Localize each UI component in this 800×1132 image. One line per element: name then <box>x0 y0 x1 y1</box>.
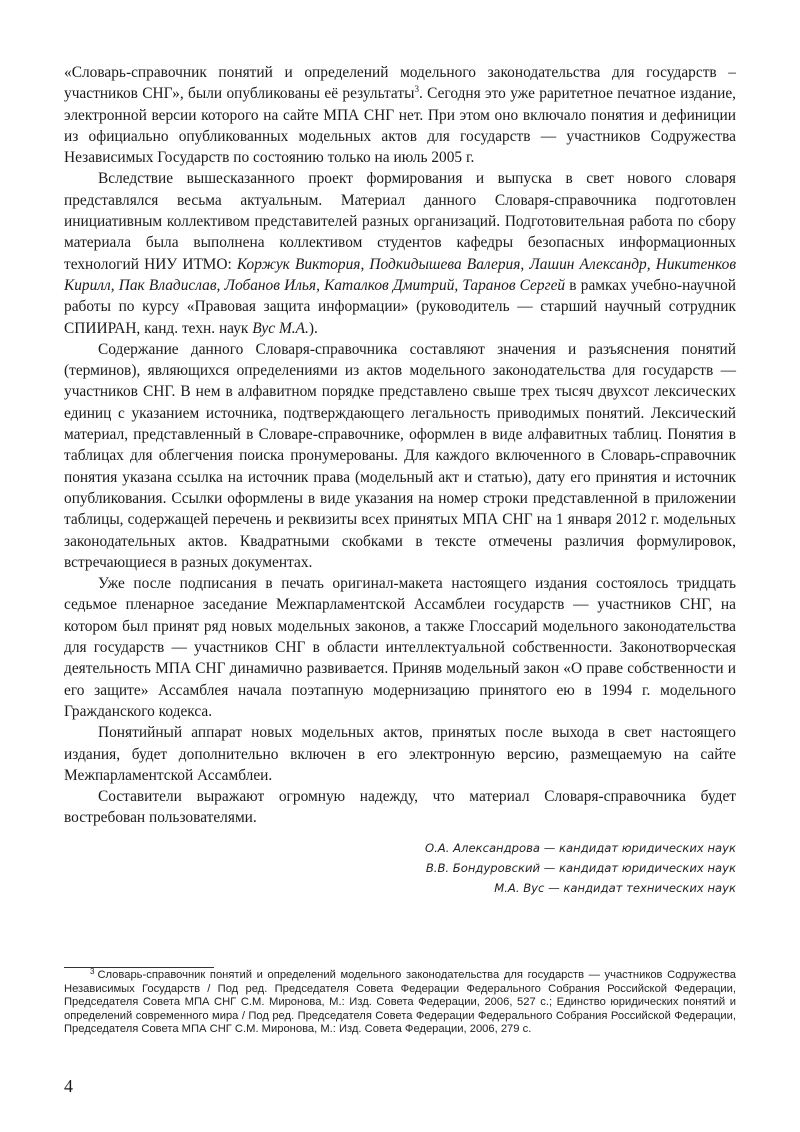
body-text <box>64 62 736 829</box>
paragraph-1-part-2: . Сегодня это уже раритетное печатное издание, электронной версии которого на сайте МПА СНГ нет. При этом оно включало понятия и дефиниции из официально опубликованных модельных актов для государств — участников Содружества Независимых Государств по состоянию только на июль 2005 г. <box>64 85 737 167</box>
author-signature: В.В. Бондуровский — кандидат юридических наук <box>425 861 736 875</box>
footnote-reference: 3 <box>414 84 419 95</box>
paragraph-5: Понятийный аппарат новых модельных актов, принятых после выхода в свет настоящего издания, будет дополнительно включен в его электронную версию, размещаемую на сайте Межпарламентской Ассамблеи. <box>64 724 736 784</box>
authors-signatures <box>300 838 736 898</box>
author-signature: О.А. Александрова — кандидат юридических наук <box>424 841 736 855</box>
paragraph-1 <box>64 62 736 168</box>
paragraph-1-part-1: «Словарь-справочник понятий и определений модельного законодательства для государств – участников СНГ», были опубликованы её результаты <box>64 64 736 103</box>
student-names: Коржук Виктория, Подкидышева Валерия, Лашин Александр, Никитенков Кирилл, Пак Владислав, Лобанов Илья, Каталков Дмитрий, Таранов Сергей <box>64 255 736 294</box>
page-number: 4 <box>64 1076 73 1096</box>
paragraph-2-part-1: Вследствие вышесказанного проект формирования и выпуска в свет нового словаря представлялся весьма актуальным. Материал данного Словаря-справочника подготовлен инициативным коллективом представителей разных организаций. Подготовительная работа по сбору материала была выполнена коллективом студентов кафедры безопасных информационных технологий НИУ ИТМО: <box>64 170 736 273</box>
paragraph-2-part-3: ). <box>308 319 318 337</box>
paragraph-4: Уже после подписания в печать оригинал-макета настоящего издания состоялось тридцать седьмое пленарное заседание Межпарламентской Ассамблеи государств — участников СНГ, на котором был принят ряд новых модельных законов, а также Глоссарий модельного законодательства для государств — участников СНГ в области интеллектуальной собственности. Законотворческая деятельность МПА СНГ динамично развивается. Приняв модельный закон «О праве собственности и его защите» Ассамблея начала поэтапную модернизацию принятого ею в 1994 г. модельного Гражданского кодекса. <box>64 575 736 720</box>
paragraph-2-part-2: в рамках учебно-научной работы по курсу «Правовая защита информации» (руководитель — старший научный сотрудник СПИИРАН, канд. техн. наук <box>64 276 736 337</box>
paragraph-3: Содержание данного Словаря-справочника составляют значения и разъяснения понятий (терминов), являющихся определениями из актов модельного законодательства для государств — участников СНГ. В нем в алфавитном порядке представлено свыше трех тысяч двухсот лексических единиц с указанием источника, подтверждающего легальность приводимых понятий. Лексический материал, представленный в Словаре-справочнике, оформлен в виде алфавитных таблиц. Понятия в таблицах для облегчения поиска пронумерованы. Для каждого включенного в Словарь-справочник понятия указана ссылка на источник права (модельный акт и статью), дату его принятия и источник опубликования. Ссылки оформлены в виде указания на номер строки представленной в приложении таблицы, содержащей перечень и реквизиты всех принятых МПА СНГ на 1 января 2012 г. модельных законодательных актов. Квадратными скобками в тексте отмечены различия формулировок, встречающиеся в разных документах. <box>64 340 736 571</box>
footnote-separator <box>64 967 214 968</box>
paragraph-2 <box>64 168 736 338</box>
footnote-text: Словарь-справочник понятий и определений модельного законодательства для государств — участников Содружества Независимых Государств / Под ред. Председателя Совета Федерации Федерального Собрания Российской Федерации, Председателя Совета МПА СНГ С.М. Миронова, М.: Изд. Совета Федерации, 2006, 527 с.; Единство юридических понятий и определений современного мира / Под ред. Председателя Совета Федерации Федерального Собрания Российской Федерации, Председателя Совета МПА СНГ С.М. Миронова, М.: Изд. Совета Федерации, 2006, 279 с. <box>64 969 736 1036</box>
author-signature: М.А. Вус — кандидат технических наук <box>494 881 736 895</box>
footnote-marker: 3 <box>90 967 95 976</box>
leader-name: Вус М.А. <box>252 319 309 337</box>
footnote <box>64 969 736 1037</box>
paragraph-6: Составители выражают огромную надежду, что материал Словаря-справочника будет востребован пользователями. <box>64 788 736 827</box>
